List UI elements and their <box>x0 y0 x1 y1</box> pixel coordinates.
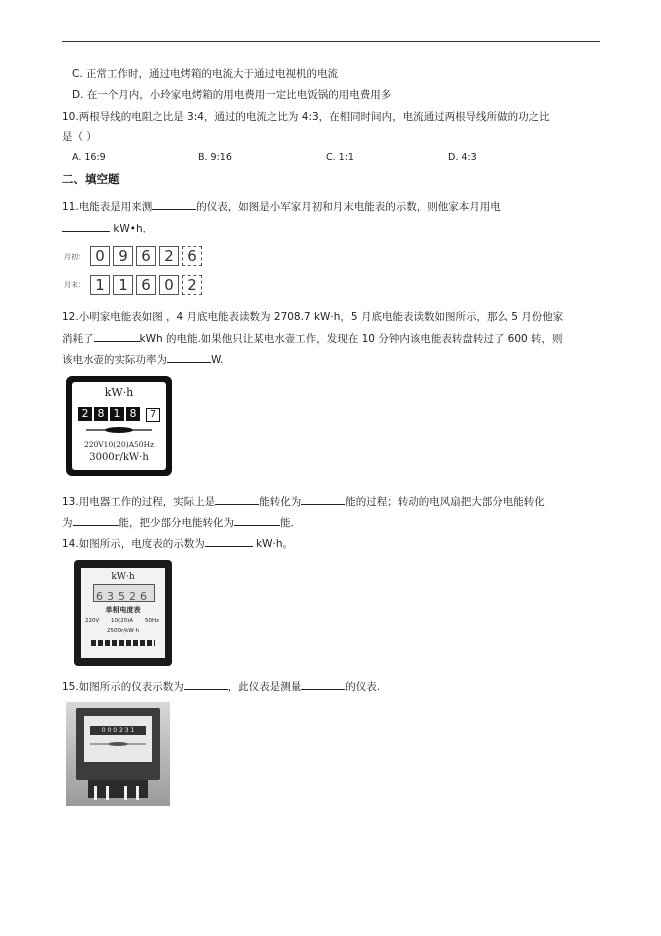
question-15-line1 <box>62 679 380 694</box>
digit: 1 <box>90 275 110 295</box>
q15-text-a: 15.如图所示的仪表示数为 <box>62 681 184 693</box>
question-11-line1 <box>62 199 501 214</box>
digit: 8 <box>94 407 108 421</box>
digit: 7 <box>146 408 160 422</box>
digit: 5 <box>118 590 125 603</box>
q10-option-c: C. 1:1 <box>326 152 354 163</box>
meter-current: 10(20)A <box>111 618 134 624</box>
digit: 0 <box>159 275 179 295</box>
q10-option-a: A. 16:9 <box>72 152 106 163</box>
digit: 6 <box>136 275 156 295</box>
meter-revs: 2500r/kW·h <box>107 628 139 634</box>
q11-text-b: 的仪表，如图是小军家月初和月末电能表的示数，则他家本月用电 <box>196 201 501 213</box>
meter-face <box>72 382 166 470</box>
answer-blank <box>215 494 259 505</box>
digit: 1 <box>113 275 133 295</box>
terminal-strip <box>91 640 155 646</box>
q10-option-d: D. 4:3 <box>448 152 477 163</box>
q14-unit: kW·h。 <box>256 538 294 550</box>
question-14-line1 <box>62 536 293 551</box>
answer-blank <box>205 536 253 547</box>
meter-case <box>76 708 160 780</box>
answer-blank <box>301 494 345 505</box>
q10-option-b: B. 9:16 <box>198 152 232 163</box>
answer-blank <box>301 679 345 690</box>
digit: 6 <box>96 590 103 603</box>
question-11-line2 <box>62 221 153 236</box>
meter-voltage: 220V <box>85 618 100 624</box>
answer-blank <box>184 679 228 690</box>
digit: 2 <box>78 407 92 421</box>
digit: 3 <box>107 590 114 603</box>
meter-spec: 220V10(20)A50Hz <box>83 440 155 449</box>
figure-meter-readings <box>62 244 212 300</box>
terminal-block <box>88 780 148 798</box>
rotor-disc-icon <box>86 424 152 436</box>
answer-blank <box>167 352 211 363</box>
question-13-line1 <box>62 494 545 509</box>
answer-blank <box>73 515 119 526</box>
meter-end-digits <box>90 275 205 295</box>
meter-face <box>81 568 165 658</box>
figure-meter-q12 <box>66 376 172 476</box>
q13-text-d: 为 <box>62 517 73 529</box>
figure-meter-q14 <box>74 560 172 666</box>
label-month-start: 月初： <box>64 253 85 261</box>
q14-text-a: 14.如图所示，电度表的示数为 <box>62 538 205 550</box>
answer-blank <box>234 515 280 526</box>
digit: 9 <box>113 246 133 266</box>
q13-text-f: 能． <box>280 517 301 529</box>
question-12-line2 <box>62 331 563 346</box>
question-12-line3 <box>62 352 224 367</box>
question-13-line2 <box>62 515 301 530</box>
q12-text-b: kWh 的电能.如果他只让某电水壶工作，发现在 10 分钟内该电能表转盘转过了 600 转，则 <box>139 333 563 345</box>
meter-unit: kW·h <box>104 386 134 399</box>
q11-text-a: 11.电能表是用来测 <box>62 201 153 213</box>
question-10-line1: 10.两根导线的电阻之比是 3:4，通过的电流之比为 4:3，在相同时间内，电流通过两根导线所做的功之比 <box>62 111 550 123</box>
q12-text-d: W. <box>211 354 224 366</box>
header-rule <box>62 41 600 42</box>
terminal-wire <box>106 786 109 800</box>
answer-blank <box>62 221 110 232</box>
meter-digits <box>78 402 160 422</box>
figure-meter-photo-q15 <box>66 702 170 806</box>
digit: 6 <box>140 590 147 603</box>
digit: 2 <box>159 246 179 266</box>
rotor-disc-icon <box>90 740 146 748</box>
label-month-end: 月末： <box>64 281 85 289</box>
digit: 6 <box>136 246 156 266</box>
terminal-wire <box>94 786 97 800</box>
meter-face <box>84 716 152 762</box>
meter-revs: 3000r/kW·h <box>89 452 149 463</box>
q13-text-e: 能，把少部分电能转化为 <box>118 517 234 529</box>
q13-text-a: 13.用电器工作的过程，实际上是 <box>62 496 216 508</box>
meter-unit: kW·h <box>111 572 135 582</box>
meter-reading: 0 0 0 2 3 1 <box>90 726 146 735</box>
meter-start-digits <box>90 246 205 266</box>
answer-blank <box>94 331 140 342</box>
option-c: C. 正常工作时，通过电烤箱的电流大于通过电视机的电流 <box>72 68 339 80</box>
section-title: 二、填空题 <box>62 172 120 186</box>
question-12-line1: 12.小明家电能表如图 ，4 月底电能表读数为 2708.7 kW·h，5 月底电能表读数如图所示，那么 5 月份他家 <box>62 311 564 323</box>
digit: 8 <box>126 407 140 421</box>
q12-text-c: 该电水壶的实际功率为 <box>62 354 167 366</box>
digit: 1 <box>110 407 124 421</box>
q11-unit: kW•h． <box>113 223 154 235</box>
terminal-wire <box>136 786 139 800</box>
option-d: D. 在一个月内，小玲家电烤箱的用电费用一定比电饭锅的用电费用多 <box>72 89 392 101</box>
q13-text-b: 能转化为 <box>259 496 302 508</box>
meter-digits <box>93 584 155 602</box>
q13-text-c: 能的过程；转动的电风扇把大部分电能转化 <box>345 496 545 508</box>
q12-text-a: 消耗了 <box>62 333 94 345</box>
q15-text-c: 的仪表. <box>345 681 381 693</box>
terminal-wire <box>124 786 127 800</box>
digit: 2 <box>182 275 202 295</box>
meter-name: 单相电度表 <box>105 606 141 614</box>
digit: 6 <box>182 246 202 266</box>
answer-blank <box>152 199 196 210</box>
meter-frequency: 50Hz <box>145 618 160 624</box>
digit: 2 <box>129 590 136 603</box>
digit: 0 <box>90 246 110 266</box>
question-10-line2: 是（ ） <box>62 131 97 143</box>
q15-text-b: ，此仪表是测量 <box>227 681 302 693</box>
